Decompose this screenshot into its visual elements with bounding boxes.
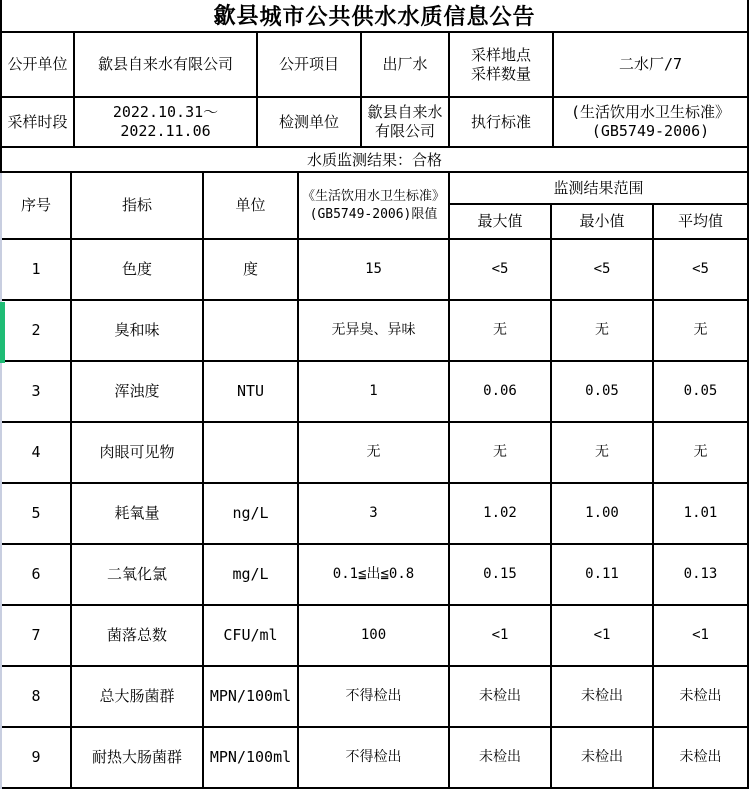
- table-cell: 无: [654, 301, 749, 362]
- sample-site-label: [450, 33, 554, 98]
- table-cell: 1.00: [552, 484, 654, 545]
- table-cell: 不得检出: [299, 728, 450, 789]
- standard-label: 执行标准: [450, 98, 554, 148]
- header-avg: 平均值: [654, 205, 749, 240]
- table-cell: 0.15: [450, 545, 552, 606]
- table-cell: 0.05: [654, 362, 749, 423]
- table-cell: 无异臭、异味: [299, 301, 450, 362]
- table-cell: 0.05: [552, 362, 654, 423]
- table-cell: 未检出: [450, 728, 552, 789]
- row-selection-strip: [0, 302, 5, 363]
- sample-site-value: 二水厂/7: [554, 33, 749, 98]
- table-cell: 耗氧量: [72, 484, 204, 545]
- table-cell: 无: [299, 423, 450, 484]
- table-cell: <1: [552, 606, 654, 667]
- table-cell: <5: [450, 240, 552, 301]
- page-title-underlined-part: 歙县: [213, 0, 259, 33]
- table-cell: 不得检出: [299, 667, 450, 728]
- table-cell: 0.11: [552, 545, 654, 606]
- row-seq-cell: 4: [2, 423, 72, 484]
- table-cell: 菌落总数: [72, 606, 204, 667]
- page-title: [0, 0, 749, 33]
- table-cell: 0.06: [450, 362, 552, 423]
- row-seq-cell: 8: [2, 667, 72, 728]
- table-cell: 未检出: [654, 667, 749, 728]
- table-cell: MPN/100ml: [204, 728, 299, 789]
- open-unit-label: 公开单位: [2, 33, 75, 98]
- table-cell: <5: [654, 240, 749, 301]
- row-seq-cell: 7: [2, 606, 72, 667]
- header-unit: 单位: [204, 173, 299, 240]
- table-cell: 未检出: [552, 728, 654, 789]
- table-cell: NTU: [204, 362, 299, 423]
- table-cell: [204, 423, 299, 484]
- table-cell: 无: [552, 301, 654, 362]
- table-header: [0, 173, 749, 240]
- table-cell: 耐热大肠菌群: [72, 728, 204, 789]
- table-cell: 未检出: [654, 728, 749, 789]
- table-cell: 100: [299, 606, 450, 667]
- row-seq-cell: 2: [2, 301, 72, 362]
- row-seq-cell: 9: [2, 728, 72, 789]
- table-cell: [204, 301, 299, 362]
- table-cell: 无: [450, 301, 552, 362]
- table-cell: 色度: [72, 240, 204, 301]
- header-range: 监测结果范围: [450, 173, 749, 205]
- table-cell: MPN/100ml: [204, 667, 299, 728]
- test-unit-value: 歙县自来水有限公司: [362, 98, 450, 148]
- sample-site-label-line1: 采样地点: [470, 45, 531, 64]
- standard-value-line1: (生活饮用水卫生标准》: [570, 103, 731, 122]
- table-cell: 无: [450, 423, 552, 484]
- table-body: [0, 240, 749, 789]
- row-seq-cell: 3: [2, 362, 72, 423]
- table-cell: 二氧化氯: [72, 545, 204, 606]
- info-section: [0, 33, 749, 148]
- table-cell: 未检出: [450, 667, 552, 728]
- row-seq-cell: 6: [2, 545, 72, 606]
- header-min: 最小值: [552, 205, 654, 240]
- table-cell: 浑浊度: [72, 362, 204, 423]
- page-title-rest: 城市公共供水水质信息公告: [259, 5, 536, 30]
- table-cell: 无: [552, 423, 654, 484]
- table-cell: ng/L: [204, 484, 299, 545]
- header-limit: [299, 173, 450, 240]
- header-max: 最大值: [450, 205, 552, 240]
- table-cell: 0.13: [654, 545, 749, 606]
- test-unit-label: 检测单位: [258, 98, 362, 148]
- table-cell: 0.1≦出≦0.8: [299, 545, 450, 606]
- header-indicator: 指标: [72, 173, 204, 240]
- table-cell: 度: [204, 240, 299, 301]
- standard-value-line2: (GB5749-2006): [591, 122, 710, 140]
- header-seq: 序号: [2, 173, 72, 240]
- header-limit-line2: (GB5749-2006)限值: [309, 206, 438, 222]
- table-cell: <5: [552, 240, 654, 301]
- row-seq-cell: 1: [2, 240, 72, 301]
- table-cell: 未检出: [552, 667, 654, 728]
- sample-period-value: 2022.10.31～2022.11.06: [75, 98, 258, 148]
- result-banner: 水质监测结果：合格: [0, 148, 749, 173]
- table-cell: 15: [299, 240, 450, 301]
- table-cell: 无: [654, 423, 749, 484]
- table-cell: 1: [299, 362, 450, 423]
- standard-value: [554, 98, 749, 148]
- open-item-label: 公开项目: [258, 33, 362, 98]
- row-seq-cell: 5: [2, 484, 72, 545]
- table-cell: CFU/ml: [204, 606, 299, 667]
- table-cell: 1.01: [654, 484, 749, 545]
- table-cell: <1: [654, 606, 749, 667]
- table-cell: 3: [299, 484, 450, 545]
- sample-period-label: 采样时段: [2, 98, 75, 148]
- table-cell: 总大肠菌群: [72, 667, 204, 728]
- table-cell: 1.02: [450, 484, 552, 545]
- table-cell: mg/L: [204, 545, 299, 606]
- open-unit-value: 歙县自来水有限公司: [75, 33, 258, 98]
- header-limit-line1: 《生活饮用水卫生标准》: [301, 188, 445, 204]
- sample-site-label-line2: 采样数量: [470, 64, 531, 83]
- table-cell: <1: [450, 606, 552, 667]
- table-cell: 肉眼可见物: [72, 423, 204, 484]
- open-item-value: 出厂水: [362, 33, 450, 98]
- table-cell: 臭和味: [72, 301, 204, 362]
